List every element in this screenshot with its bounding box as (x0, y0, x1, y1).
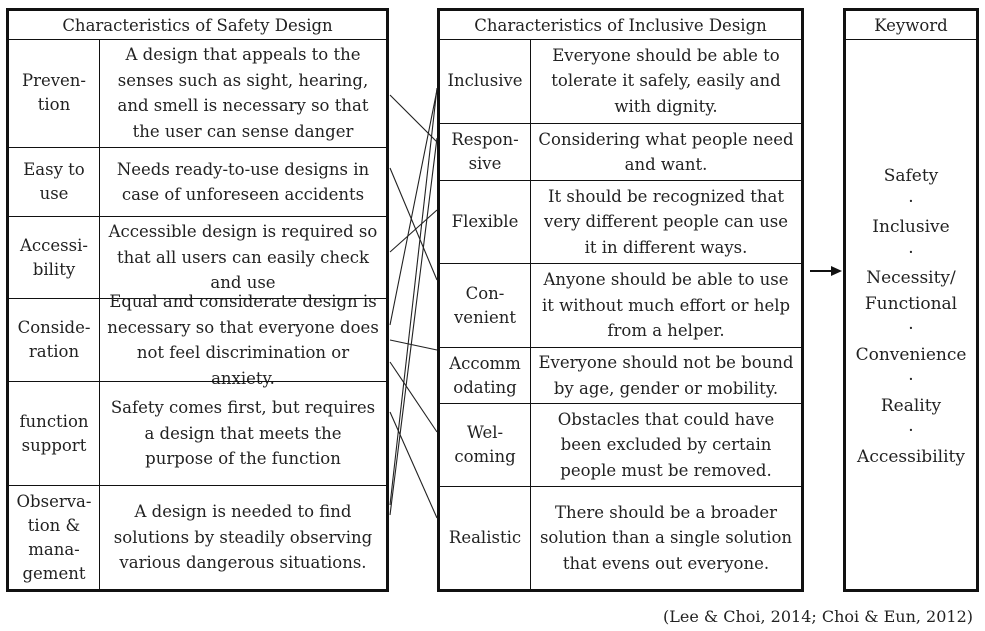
keyword-item: Accessibility (857, 446, 965, 467)
inclusive-row-desc: Everyone should be able to tolerate it safely, easily and with dignity. (551, 45, 781, 116)
connector-line (390, 210, 437, 252)
safety-row-desc: Safety comes first, but requires a design that meets the purpose of the function (110, 398, 376, 469)
keyword-separator: · (908, 421, 914, 441)
connector-line (390, 138, 437, 515)
keyword-separator: · (908, 319, 914, 339)
safety-row-label: Conside- ration (9, 299, 100, 381)
right-arrow-icon (810, 266, 842, 276)
inclusive-design-title: Characteristics of Inclusive Design (440, 11, 801, 40)
keyword-item: Safety (883, 166, 939, 186)
keyword-item: Inclusive (872, 217, 950, 237)
connector-line (390, 168, 437, 280)
inclusive-row-desc: Everyone should not be bound by age, gender or mobility. (538, 353, 794, 398)
keyword-item: Necessity/ Functional (864, 268, 958, 314)
safety-row-label: Easy to use (9, 148, 100, 216)
safety-row-label: function support (9, 382, 100, 485)
connector-line (390, 95, 437, 142)
inclusive-row-desc: There should be a broader solution than a single solution that evens out everyone. (539, 502, 793, 573)
inclusive-row-desc: Obstacles that could have been excluded by certain people must be removed. (557, 409, 775, 480)
safety-row-desc: A design is needed to find solutions by steadily observing various dangerous situations. (113, 502, 373, 573)
inclusive-row-desc: It should be recognized that very different people can use it in different ways. (544, 186, 788, 257)
safety-row-label: Observa- tion & mana- gement (9, 486, 100, 589)
inclusive-row-desc: Anyone should be able to use it without much effort or help from a helper. (541, 270, 791, 341)
connector-line (390, 90, 437, 325)
safety-row-desc: A design that appeals to the senses such as sight, hearing, and smell is necessary so that the user can sense danger (117, 45, 369, 141)
citation: (Lee & Choi, 2014; Choi & Eun, 2012) (662, 607, 973, 626)
inclusive-row-label: Con- venient (440, 264, 531, 347)
inclusive-row-label: Respon- sive (440, 124, 531, 180)
connector-line (390, 362, 437, 432)
safety-row-desc: Accessible design is required so that all users can easily check and use (108, 222, 378, 293)
inclusive-row-label: Realistic (440, 487, 531, 589)
inclusive-row-label: Accomm odating (440, 348, 531, 403)
keyword-separator: · (908, 370, 914, 390)
inclusive-row-label: Flexible (440, 181, 531, 263)
connector-line (390, 340, 437, 350)
inclusive-row-desc: Considering what people need and want. (538, 129, 794, 174)
safety-row-desc: Needs ready-to-use designs in case of unforeseen accidents (116, 159, 370, 204)
keyword-item: Convenience (855, 344, 967, 365)
keyword-separator: · (908, 191, 914, 212)
safety-row-label: Accessi- bility (9, 217, 100, 298)
connector-line (390, 88, 437, 505)
safety-design-title: Characteristics of Safety Design (9, 11, 386, 40)
inclusive-row-label: Inclusive (440, 39, 531, 123)
keyword-title: Keyword (846, 11, 976, 40)
connector-line (390, 412, 437, 518)
safety-row-label: Preven- tion (9, 39, 100, 147)
keyword-separator: · (908, 242, 914, 263)
safety-row-desc: Equal and considerate design is necessary so that everyone does not feel discrimination or anxiety. (107, 292, 379, 388)
keyword-item: Reality (880, 395, 942, 416)
inclusive-row-label: Wel- coming (440, 404, 531, 486)
